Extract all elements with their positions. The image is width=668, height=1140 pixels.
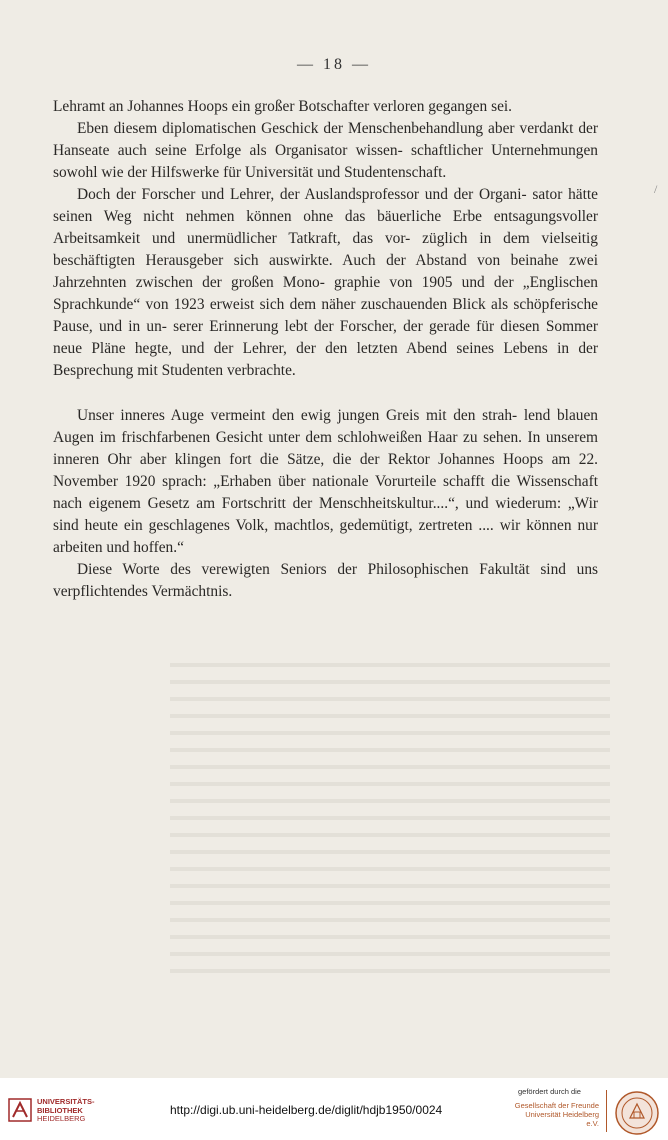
margin-mark: / — [654, 182, 658, 196]
page-number: — 18 — — [297, 56, 371, 73]
footer-divider — [606, 1090, 607, 1132]
library-name: UNIVERSITÄTS- BIBLIOTHEK HEIDELBERG — [37, 1097, 95, 1123]
paragraph-5: Diese Worte des verewigten Seniors der Philosophischen Fakultät sind uns verpflichtendes Vermächtnis. — [53, 561, 599, 600]
paragraph-1: Lehramt an Johannes Hoops ein großer Botschafter verloren gegangen sei. — [53, 98, 513, 115]
source-url-link[interactable]: http://digi.ub.uni-heidelberg.de/diglit/hdjb1950/0024 — [170, 1103, 443, 1117]
paragraph-4: Unser inneres Auge vermeint den ewig jungen Greis mit den strah- lend blauen Augen im frischfarbenen Gesicht unter dem schlohweißen Haar zu sehen. In unserem inneren Ohr aber klingen fort die Sätze, die der Rektor Johannes Hoops am 22. November 1920 sprach: „Erhaben über nationale Vorurteile schafft die Wissenschaft nach eigenem Gesetz am Fortschritt der Menschheitskultur....“, und wiederum: „Wir sind heute ein geschlagenes Volk, machtlos, gedemütigt, zertreten .... wir können nur arbeiten und hoffen.“ — [53, 407, 598, 556]
paragraph-3: Doch der Forscher und Lehrer, der Auslandsprofessor und der Organi- sator hätte seinen Weg nicht nehmen können ohne das bäuerliche Erbe entsagungsvoller Arbeitsamkeit und unermüdlicher Tatkraft, das vor- züglich in dem vielseitig beschäftigten Herausgeber sich auswirkte. Auch der Abstand von beinahe zwei Jahrzehnten zwischen der großen Mono- graphie von 1905 und der „Englischen Sprachkunde“ von 1923 erweist sich dem näher zuschauenden Blick als schöpferische Pause, und in un- serer Erinnerung lebt der Forscher, der gerade für diesen Sommer neue Pläne hegte, und der Lehrer, der den letzten Abend seines Lebens in der Besprechung mit Studenten verbrachte. — [53, 186, 598, 379]
bleed-through-shadow — [170, 650, 610, 980]
funded-by-label: gefördert durch die — [518, 1087, 581, 1096]
body-text — [53, 96, 598, 603]
digitization-footer — [0, 1078, 668, 1140]
funding-organization: Gesellschaft der Freunde Universität Heidelberg e.V. — [514, 1101, 599, 1128]
library-logo-icon — [8, 1098, 32, 1122]
university-seal-icon — [614, 1090, 660, 1136]
paragraph-2: Eben diesem diplomatischen Geschick der Menschenbehandlung aber verdankt der Hanseate auch seine Erfolge als Organisator wissen- schaftlicher Unternehmungen sowohl wie der Hilfswerke für Universität und Studentenschaft. — [53, 120, 598, 181]
